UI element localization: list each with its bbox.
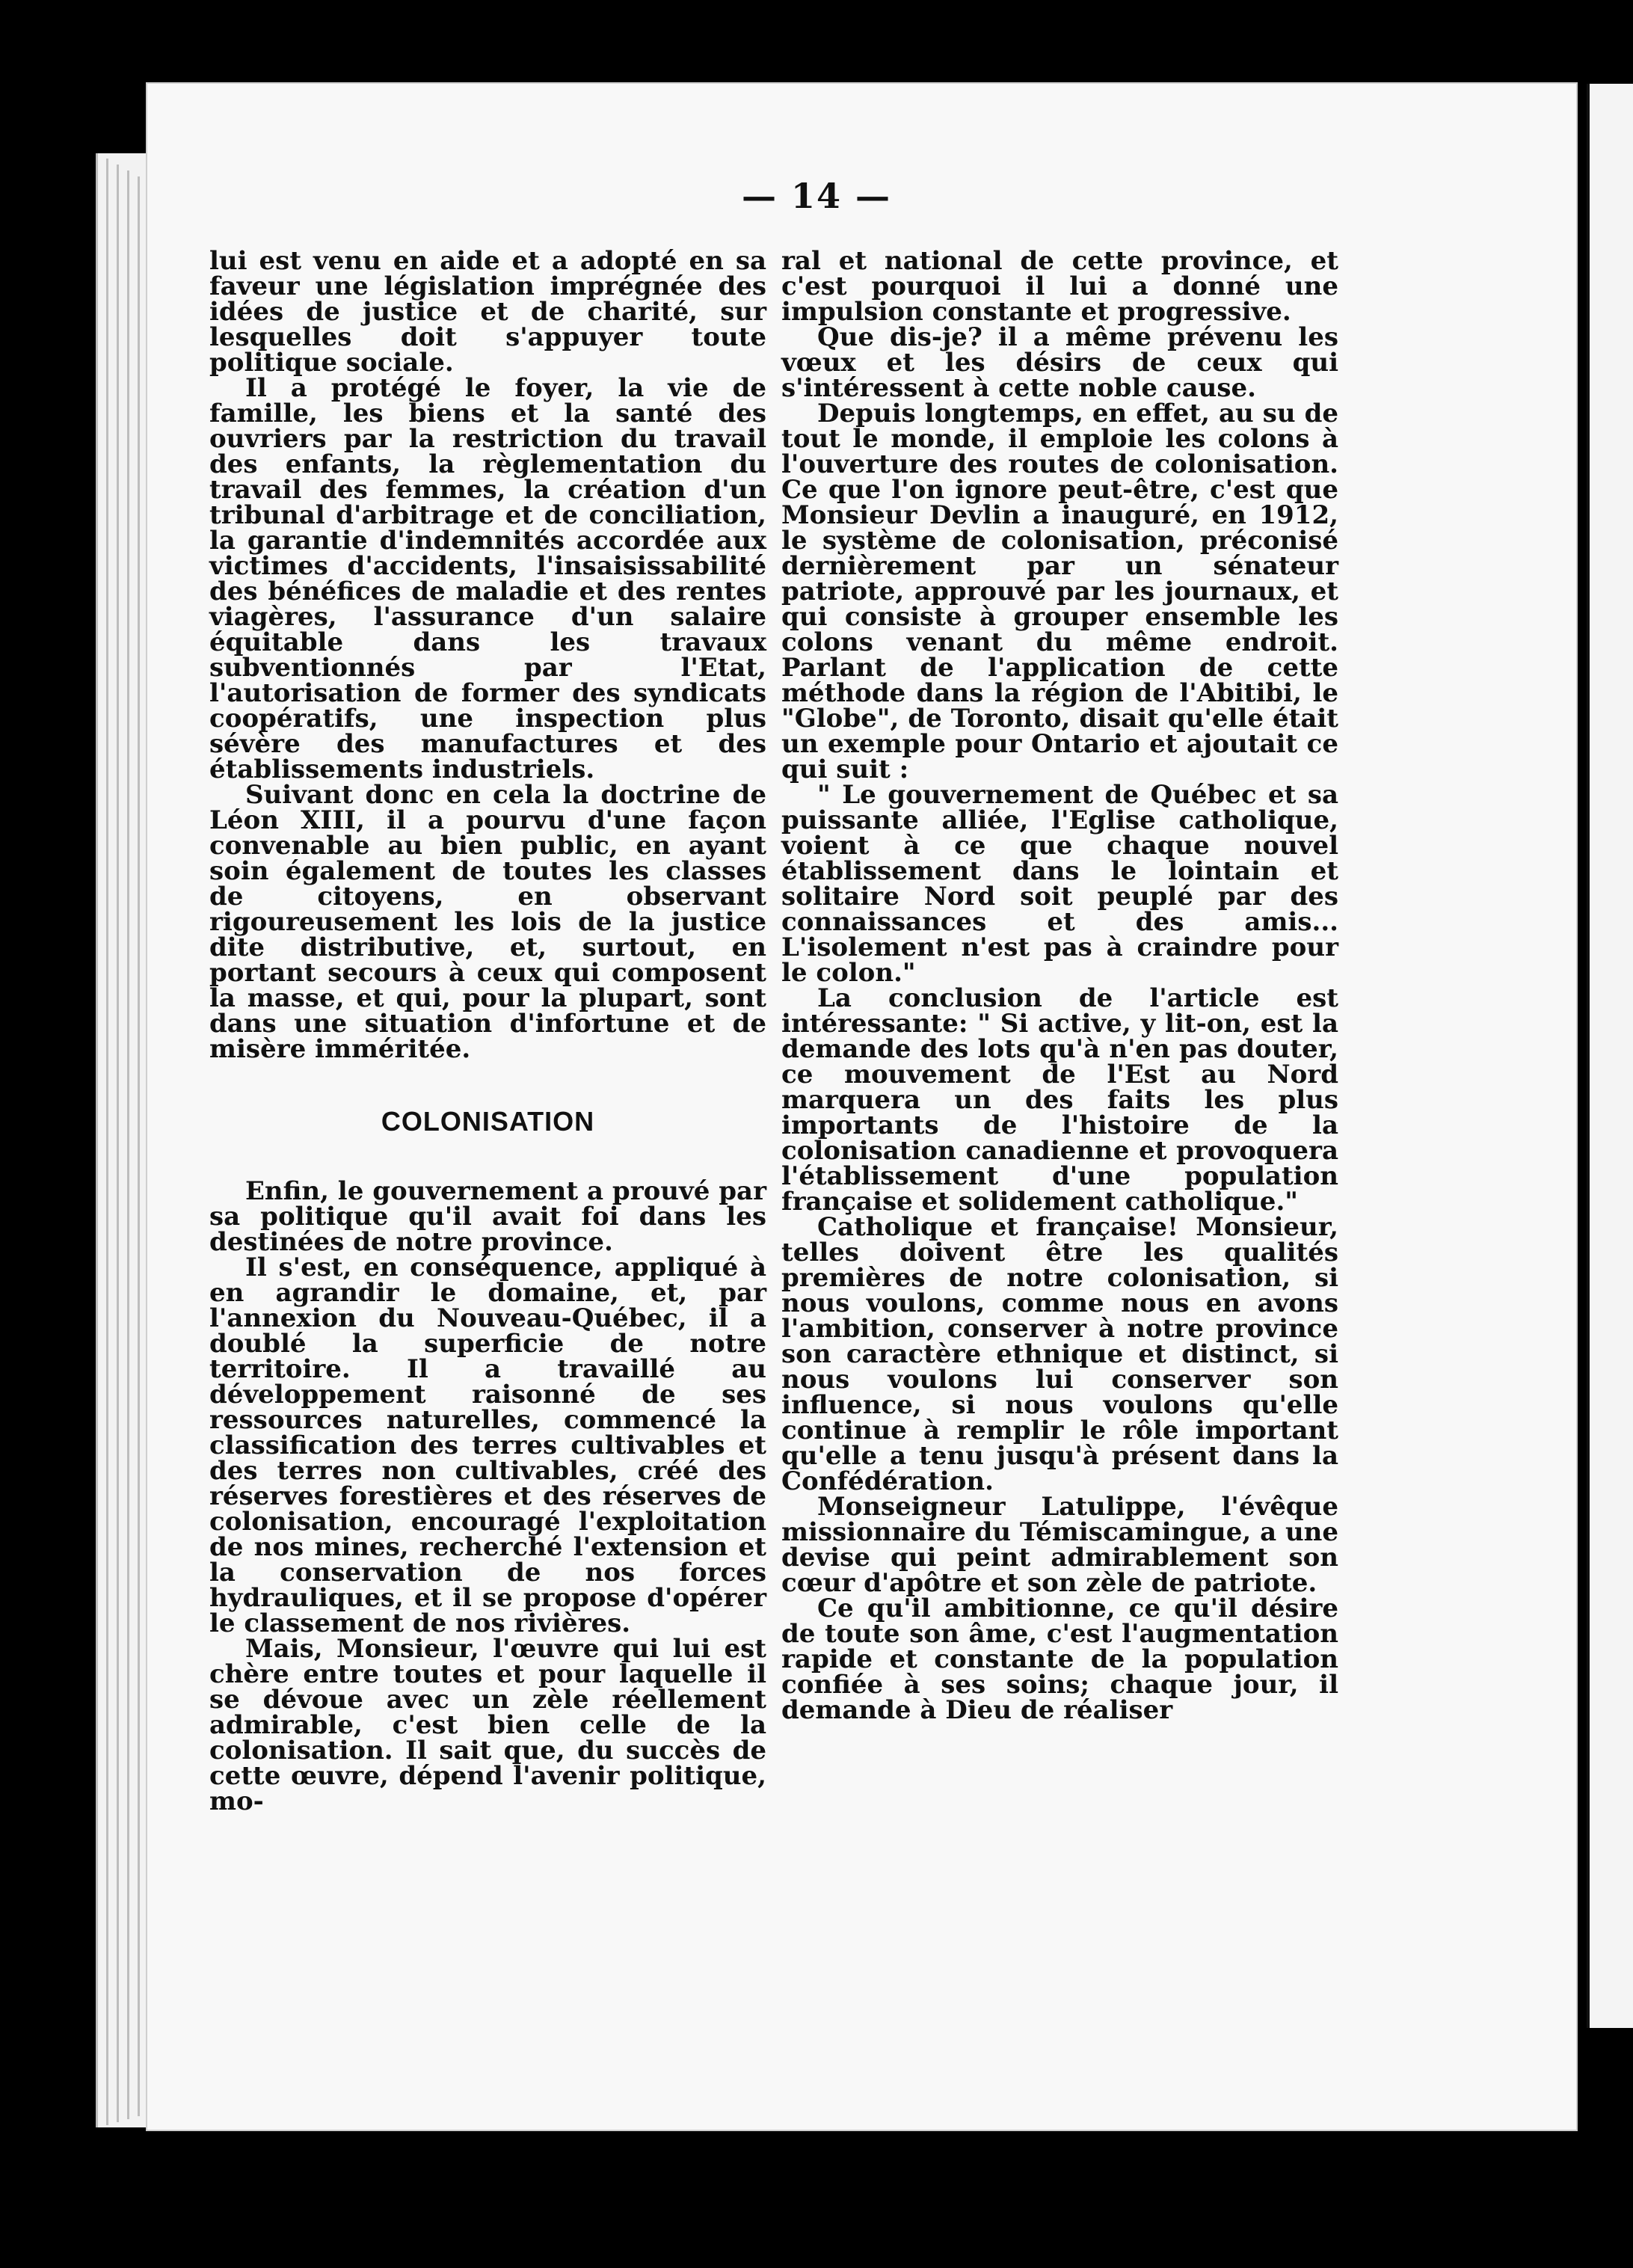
paragraph: Monseigneur Latulippe, l'évêque missionnaire du Témiscamingue, a une devise qui peint admirablement son cœur d'apôtre et son zèle de patriote. — [781, 1492, 1339, 1598]
paragraph: Mais, Monsieur, l'œuvre qui lui est chère entre toutes et pour laquelle il se dévoue avec un zèle réellement admirable, c'est bien celle de la colonisation. Il sait que, du succès de cette œuvre, dépend l'avenir politique, mo- — [209, 1634, 766, 1816]
facing-page-edge — [1587, 84, 1633, 2028]
paragraph: lui est venu en aide et a adopté en sa faveur une législation imprégnée des idées de justice et de charité, sur lesquelles doit s'appuyer toute politique sociale. — [209, 246, 766, 378]
paragraph: Ce qu'il ambitionne, ce qu'il désire de toute son âme, c'est l'augmentation rapide et constante de la population confiée à ses soins; chaque jour, il demande à Dieu de réaliser — [781, 1594, 1338, 1725]
quotation: " Le gouvernement de Québec et sa puissante alliée, l'Eglise catholique, voient à ce que chaque nouvel établissement dans le lointain et solitaire Nord soit peuplé par des connaissances et des amis... L'isolement n'est pas à craindre pour le colon." — [781, 780, 1338, 988]
left-column — [209, 248, 766, 2028]
paragraph: Il s'est, en conséquence, appliqué à en agrandir le domaine, et, par l'annexion du Nouveau-Québec, il a doublé la superficie de notre territoire. Il a travaillé au développement raisonné de ses ressources naturelles, commencé la classification des terres cultivables et des terres non cultivables, créé des réserves forestières et des réserves de colonisation, encouragé l'exploitation de nos mines, recherché l'extension et la conservation de nos forces hydrauliques, et il se propose d'opérer le classement de nos rivières. — [209, 1253, 766, 1638]
paragraph: Suivant donc en cela la doctrine de Léon XIII, il a pourvu d'une façon convenable au bien public, en ayant soin également de toutes les classes de citoyens, en observant rigoureusement les lois de la justice dite distributive, et, surtout, en portant secours à ceux qui composent la masse, et qui, pour la plupart, sont dans une situation d'infortune et de misère imméritée. — [209, 780, 766, 1064]
text-columns — [209, 248, 1338, 2028]
paragraph: Depuis longtemps, en effet, au su de tout le monde, il emploie les colons à l'ouverture des routes de colonisation. Ce que l'on ignore peut-être, c'est que Monsieur Devlin a inauguré, en 1912, le système de colonisation, préconisé dernièrement par un sénateur patriote, approuvé par les journaux, et qui consiste à grouper ensemble les colons venant du même endroit. Parlant de l'application de cette méthode dans la région de l'Abitibi, le "Globe", de Toronto, disait qu'elle était un exemple pour Ontario et ajoutait ce qui suit : — [781, 399, 1338, 784]
paragraph: Catholique et française! Monsieur, telles doivent être les qualités premières de notre colonisation, si nous voulons, comme nous en avons l'ambition, conserver à notre province son caractère ethnique et distinct, si nous voulons lui conserver son influence, si nous voulons qu'elle continue à remplir le rôle important qu'elle a tenu jusqu'à présent dans la Confédération. — [781, 1212, 1338, 1496]
paragraph: Il a protégé le foyer, la vie de famille, les biens et la santé des ouvriers par la restriction du travail des enfants, la règlementation du travail des femmes, la création d'un tribunal d'arbitrage et de conciliation, la garantie d'indemnités accordée aux victimes d'accidents, l'insaisissabilité des bénéfices de maladie et des rentes viagères, l'assurance d'un salaire équitable dans les travaux subventionnés par l'Etat, l'autorisation de former des syndicats coopératifs, une inspection plus sévère des manufactures et des établissements industriels. — [209, 373, 766, 784]
paragraph: ral et national de cette province, et c'est pourquoi il lui a donné une impulsion constante et progressive. — [781, 246, 1338, 327]
paragraph: Enfin, le gouvernement a prouvé par sa politique qu'il avait foi dans les destinées de notre province. — [209, 1176, 766, 1257]
paragraph: Que dis-je? il a même prévenu les vœux et les désirs de ceux qui s'intéressent à cette noble cause. — [781, 322, 1338, 403]
page-number: — 14 — — [741, 176, 892, 216]
right-column — [781, 248, 1338, 2028]
section-heading: COLONISATION — [381, 1106, 595, 1137]
paragraph: La conclusion de l'article est intéressante: " Si active, y lit-on, est la demande des lots qu'à n'en pas douter, ce mouvement de l'Est au Nord marquera un des faits les plus importants de l'histoire de la colonisation canadienne et provoquera l'établissement d'une population française et solidement catholique." — [781, 983, 1338, 1217]
